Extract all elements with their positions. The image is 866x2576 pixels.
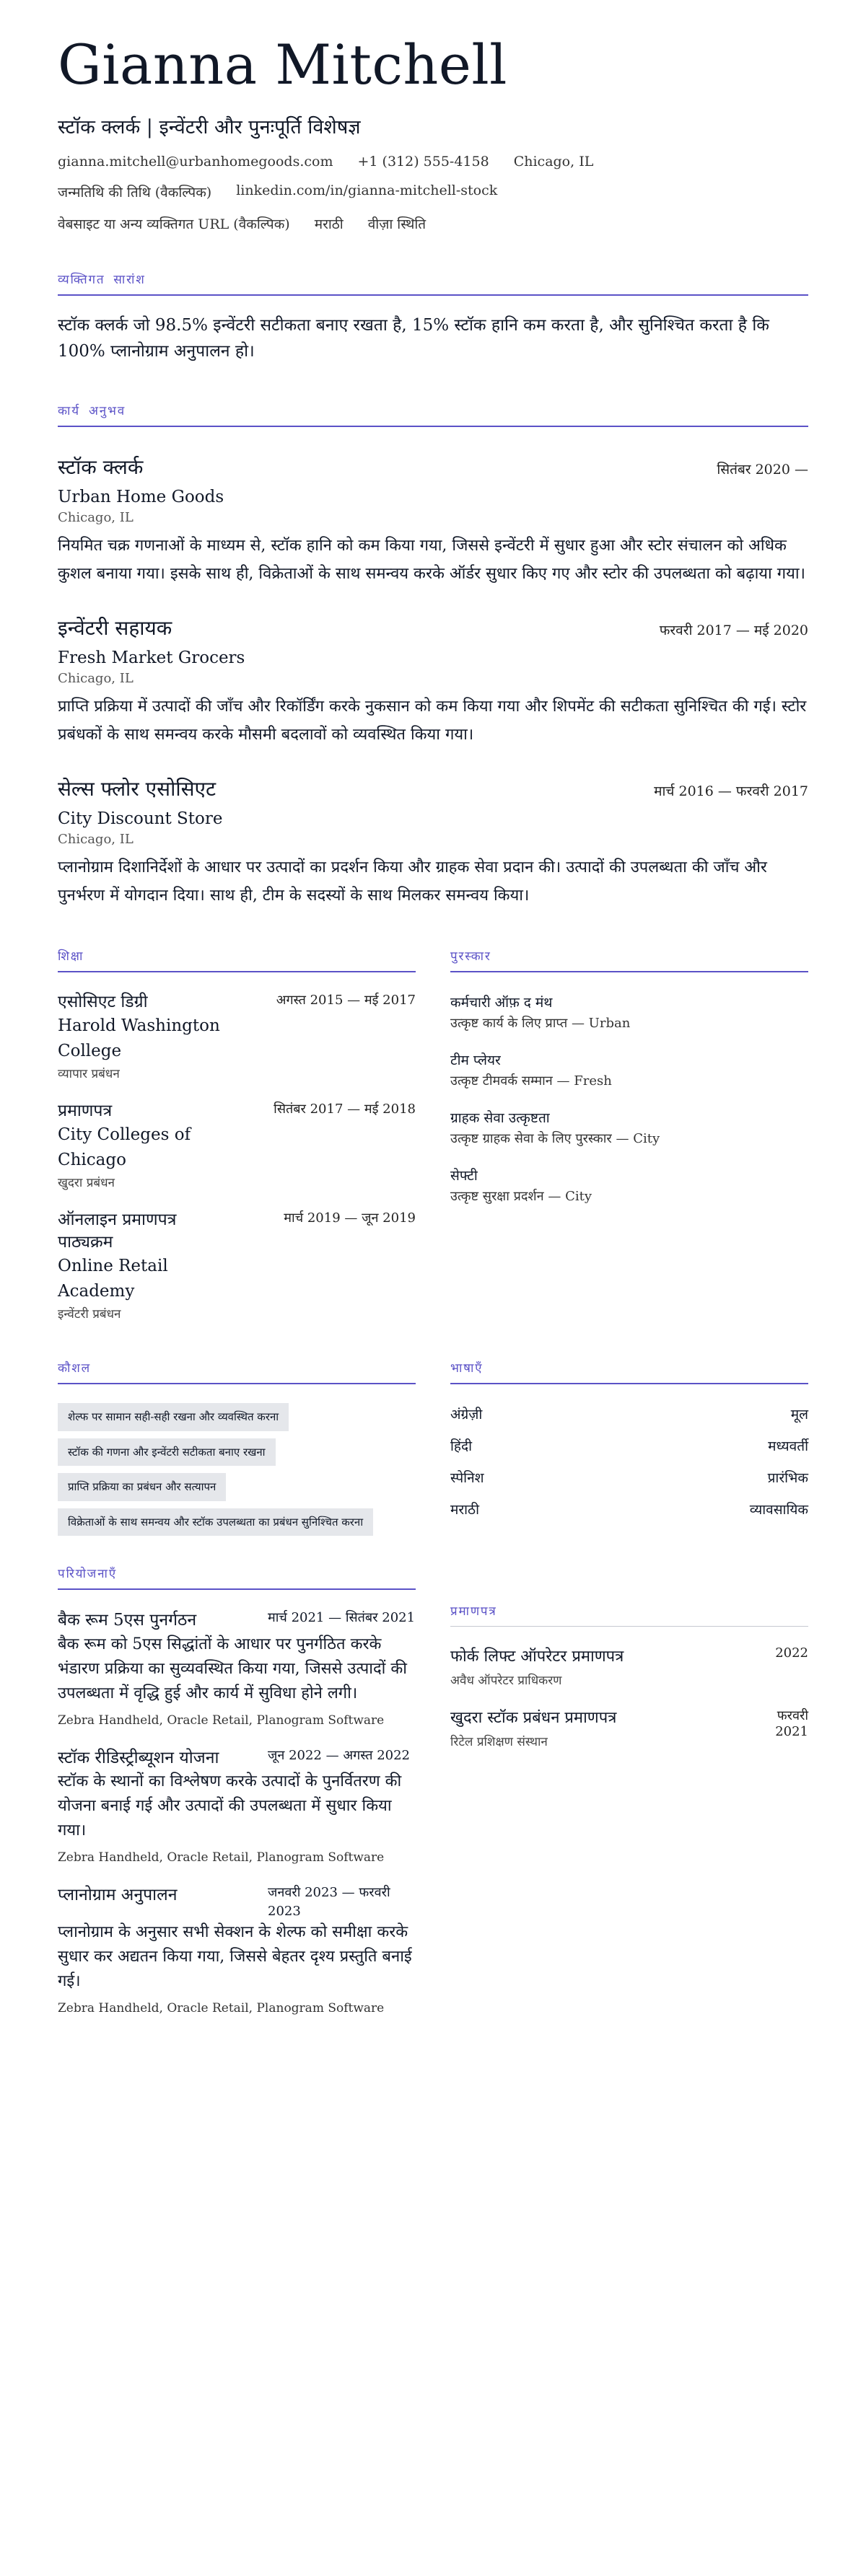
contact-portfolio: वेबसाइट या अन्य व्यक्तिगत URL (वैकल्पिक) [58, 216, 290, 232]
award-description: उत्कृष्ट कार्य के लिए प्राप्त — Urban [450, 1016, 631, 1032]
section-title: प्रमाणपत्र [450, 1602, 808, 1627]
summary-section [58, 271, 808, 364]
education-date: मार्च 2019 — जून 2019 [284, 1210, 416, 1226]
skill-tag: स्टॉक की गणना और इन्वेंटरी सटीकता बनाए रखना [58, 1438, 276, 1467]
certification-issuer: रिटेल प्रशिक्षण संस्थान [450, 1735, 548, 1750]
education-section [58, 947, 416, 1322]
contact-block [58, 154, 808, 233]
language-level: व्यावसायिक [749, 1502, 808, 1518]
project-title: स्टॉक रीडिस्ट्रीब्यूशन योजना [58, 1748, 219, 1767]
job-entry [58, 453, 808, 588]
job-description: नियमित चक्र गणनाओं के माध्यम से, स्टॉक हानि को कम किया गया, जिससे इन्वेंटरी में सुधार हुआ और स्टोर संचालन को अधिक कुशल बनाया गया। इसके साथ ही, विक्रेताओं के साथ समन्वय करके ऑर्डर सुधार किए गए और स्टोर की उपलब्धता को बढ़ाया गया। [58, 537, 805, 583]
contact-row [58, 154, 808, 170]
project-description: प्लानोग्राम के अनुसार सभी सेक्शन के शेल्फ को समीक्षा करके सुधार कर अद्यतन किया गया, जिससे बेहतर दृश्य प्रस्तुति बनाई गई। [58, 1922, 412, 1990]
contact-email: gianna.mitchell@urbanhomegoods.com [58, 154, 333, 170]
project-tech: Zebra Handheld, Oracle Retail, Planogram Software [58, 2001, 385, 2016]
language-row [450, 1436, 808, 1455]
skill-tag: शेल्फ पर सामान सही-सही रखना और व्यवस्थित करना [58, 1403, 289, 1431]
summary-text: स्टॉक क्लर्क जो 98.5% इन्वेंटरी सटीकता बनाए रखता है, 15% स्टॉक हानि कम करता है, और सुनिश्चित करता है कि 100% प्लानोग्राम अनुपालन हो। [58, 316, 769, 361]
section-title: पुरस्कार [450, 947, 808, 972]
contact-language: मराठी [314, 216, 344, 232]
contact-phone: +1 (312) 555-4158 [357, 154, 489, 170]
language-name: मराठी [450, 1502, 480, 1518]
job-company: City Discount Store [58, 809, 223, 829]
award-entry [450, 993, 808, 1032]
language-row [450, 1468, 808, 1487]
project-date: जनवरी 2023 — फरवरी 2023 [268, 1885, 390, 1919]
award-entry [450, 1050, 808, 1089]
project-tech: Zebra Handheld, Oracle Retail, Planogram Software [58, 1713, 385, 1728]
job-entry [58, 614, 808, 749]
certification-date: 2022 [775, 1645, 808, 1661]
languages-section [450, 1359, 808, 1536]
education-awards-row [58, 947, 808, 1322]
award-name: ग्राहक सेवा उत्कृष्टता [450, 1110, 550, 1127]
contact-row [58, 183, 808, 201]
project-tech: Zebra Handheld, Oracle Retail, Planogram Software [58, 1850, 385, 1865]
certifications-section [450, 1565, 808, 2015]
award-description: उत्कृष्ट ग्राहक सेवा के लिए पुरस्कार — City [450, 1131, 660, 1147]
award-name: टीम प्लेयर [450, 1052, 501, 1069]
contact-row [58, 214, 808, 233]
job-description: प्लानोग्राम दिशानिर्देशों के आधार पर उत्पादों का प्रदर्शन किया और ग्राहक सेवा प्रदान की। उत्पादों की उपलब्धता की जाँच और पुनर्भरण में योगदान दिया। साथ ही, टीम के सदस्यों के साथ मिलकर समन्वय किया। [58, 858, 767, 905]
project-description: बैक रूम को 5एस सिद्धांतों के आधार पर पुनर्गठित करके भंडारण प्रक्रिया का सुव्यवस्थित किया गया, जिससे उत्पादों की उपलब्धता में वृद्धि हुई और कार्य में सुविधा होने लगी। [58, 1635, 407, 1702]
education-entry [58, 1209, 416, 1322]
job-location: Chicago, IL [58, 671, 134, 687]
education-date: सितंबर 2017 — मई 2018 [274, 1102, 416, 1117]
award-description: उत्कृष्ट सुरक्षा प्रदर्शन — City [450, 1189, 592, 1205]
education-entry [58, 1100, 416, 1190]
project-entry [58, 1609, 416, 1727]
skills-section [58, 1359, 416, 1536]
certification-name: खुदरा स्टॉक प्रबंधन प्रमाणपत्र [450, 1709, 617, 1728]
contact-dob: जन्मतिथि की तिथि (वैकल्पिक) [58, 185, 212, 201]
contact-visa: वीज़ा स्थिति [367, 216, 427, 232]
skill-tag: विक्रेताओं के साथ समन्वय और स्टॉक उपलब्धता का प्रबंधन सुनिश्चित करना [58, 1508, 373, 1537]
education-school: Online Retail Academy [58, 1257, 168, 1301]
experience-section [58, 402, 808, 910]
award-entry [450, 1108, 808, 1147]
section-title: शिक्षा [58, 947, 416, 972]
projects-section [58, 1565, 416, 2015]
language-row [450, 1500, 808, 1518]
project-entry [58, 1746, 416, 1865]
resume-job-title: स्टॉक क्लर्क | इन्वेंटरी और पुनःपूर्ति विशेषज्ञ [58, 116, 361, 139]
language-level: मूल [790, 1407, 808, 1423]
award-description: उत्कृष्ट टीमवर्क सम्मान — Fresh [450, 1073, 612, 1089]
education-field: व्यापार प्रबंधन [58, 1067, 120, 1082]
job-date: सितंबर 2020 — [717, 462, 808, 478]
language-level: मध्यवर्ती [768, 1438, 808, 1455]
job-entry [58, 775, 808, 910]
education-degree: प्रमाणपत्र [58, 1102, 113, 1121]
section-title: परियोजनाएँ [58, 1565, 416, 1590]
job-company: Fresh Market Grocers [58, 649, 245, 668]
certification-issuer: अवैध ऑपरेटर प्राधिकरण [450, 1674, 562, 1689]
award-name: कर्मचारी ऑफ़ द मंथ [450, 995, 553, 1011]
section-title: कार्य अनुभव [58, 402, 808, 427]
certification-entry [450, 1707, 808, 1749]
contact-linkedin: linkedin.com/in/gianna-mitchell-stock [236, 183, 498, 198]
education-field: खुदरा प्रबंधन [58, 1176, 115, 1191]
language-name: हिंदी [450, 1438, 473, 1455]
job-title: सेल्स फ्लोर एसोसिएट [58, 777, 216, 801]
language-name: स्पेनिश [450, 1470, 484, 1487]
education-degree: एसोसिएट डिग्री [58, 993, 148, 1012]
contact-location: Chicago, IL [513, 154, 594, 170]
job-title: स्टॉक क्लर्क [58, 455, 144, 480]
education-degree: ऑनलाइन प्रमाणपत्र पाठ्यक्रम [58, 1210, 177, 1252]
education-school: City Colleges of Chicago [58, 1125, 191, 1169]
section-title: भाषाएँ [450, 1359, 808, 1384]
job-date: फरवरी 2017 — मई 2020 [659, 623, 808, 639]
education-school: Harold Washington College [58, 1016, 220, 1060]
education-field: इन्वेंटरी प्रबंधन [58, 1307, 121, 1322]
projects-certifications-row [58, 1565, 808, 2015]
education-date: अगस्त 2015 — मई 2017 [276, 993, 416, 1008]
project-date: मार्च 2021 — सितंबर 2021 [268, 1610, 416, 1626]
job-location: Chicago, IL [58, 832, 134, 848]
education-entry [58, 991, 416, 1081]
certification-name: फोर्क लिफ्ट ऑपरेटर प्रमाणपत्र [450, 1648, 624, 1666]
language-row [450, 1405, 808, 1423]
project-title: बैक रूम 5एस पुनर्गठन [58, 1611, 197, 1630]
language-name: अंग्रेज़ी [450, 1407, 483, 1423]
awards-section [450, 947, 808, 1322]
job-location: Chicago, IL [58, 510, 134, 526]
certification-entry [450, 1645, 808, 1688]
section-title: व्यक्तिगत सारांश [58, 271, 808, 296]
job-company: Urban Home Goods [58, 488, 224, 507]
section-title: कौशल [58, 1359, 416, 1384]
project-title: प्लानोग्राम अनुपालन [58, 1886, 178, 1905]
certification-date: फरवरी 2021 [775, 1708, 808, 1740]
language-level: प्रारंभिक [767, 1470, 808, 1487]
job-date: मार्च 2016 — फरवरी 2017 [654, 783, 808, 800]
job-title: इन्वेंटरी सहायक [58, 616, 172, 641]
skills-languages-row [58, 1359, 808, 1536]
project-date: जून 2022 — अगस्त 2022 [268, 1747, 410, 1763]
resume-name: Gianna Mitchell [58, 32, 507, 97]
project-description: स्टॉक के स्थानों का विश्लेषण करके उत्पादों के पुनर्वितरण की योजना बनाई गई और उत्पादों की उपलब्धता में सुधार किया गया। [58, 1772, 402, 1840]
project-entry [58, 1883, 416, 2015]
skill-tag: प्राप्ति प्रक्रिया का प्रबंधन और सत्यापन [58, 1473, 226, 1501]
award-entry [450, 1166, 808, 1205]
job-description: प्राप्ति प्रक्रिया में उत्पादों की जाँच और रिकॉर्डिंग करके नुकसान को कम किया गया और शिपमेंट की सटीकता सुनिश्चित की गई। स्टोर प्रबंधकों के साथ समन्वय करके मौसमी बदलावों को व्यवस्थित किया गया। [58, 698, 807, 744]
award-name: सेफ्टी [450, 1168, 478, 1184]
